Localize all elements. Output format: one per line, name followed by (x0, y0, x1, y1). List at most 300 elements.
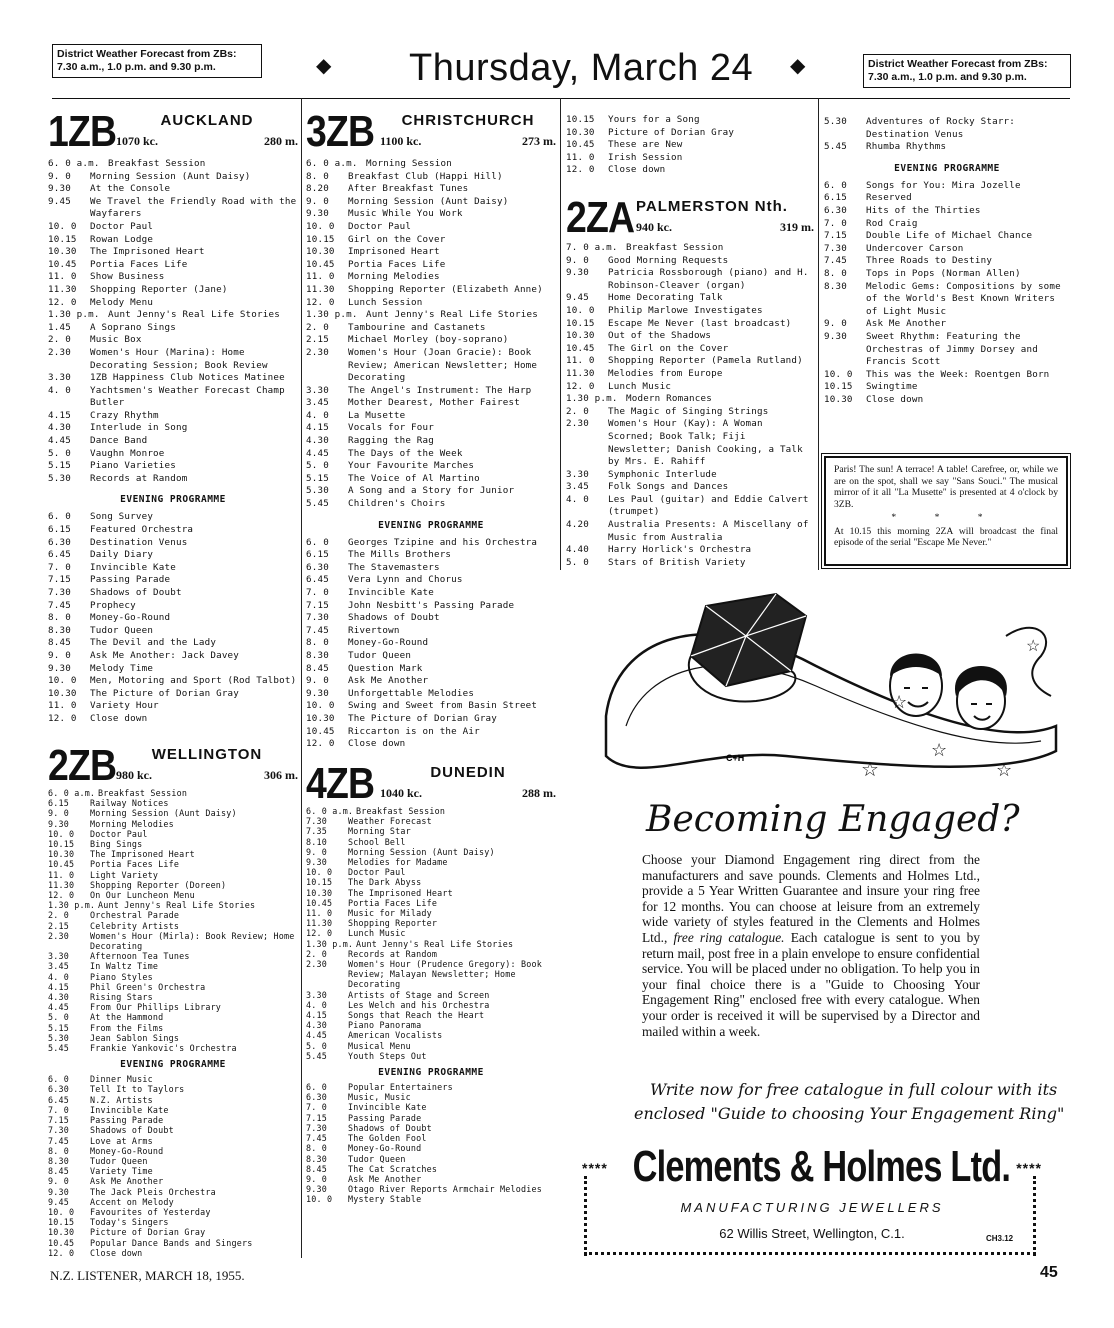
programme-row (48, 931, 298, 951)
programme-time: 12. 0 (306, 928, 333, 939)
programme-title: Hits of the Thirties (866, 204, 981, 216)
programme-title: Morning Star (348, 826, 411, 837)
page-date: Thursday, March 24 (409, 47, 754, 89)
programme-time: 10. 0 (48, 1206, 75, 1217)
programme-row (566, 127, 814, 140)
programme-title: American Vocalists (348, 1030, 443, 1041)
programme-row (48, 663, 298, 676)
programme-row (306, 435, 556, 448)
station-2zb (48, 741, 298, 1258)
programme-title: Portia Faces Life (348, 258, 446, 270)
programme-time: 9. 0 (306, 846, 327, 857)
programme-title: Rhumba Rhythms (866, 141, 947, 153)
programme-time: 2.30 (306, 959, 327, 970)
programme-time: 7. 0 (306, 1102, 327, 1113)
programme-row (306, 397, 556, 410)
programme-row (48, 422, 298, 435)
programme-title: Breakfast Session (98, 788, 188, 798)
programme-title: Interlude in Song (90, 422, 188, 434)
programme-time: 1.30 p.m. (306, 309, 358, 321)
programme-row (48, 637, 298, 650)
programme-row (566, 469, 814, 482)
programme-row (306, 600, 556, 613)
programme-time: 11. 0 (566, 151, 595, 163)
programme-row (306, 587, 556, 600)
station-wavelength: 273 m. (522, 134, 556, 148)
programme-title: Money-Go-Round (348, 1143, 422, 1154)
programme-time: 7.30 (48, 587, 71, 598)
programme-time: 10.15 (306, 877, 333, 888)
station-wavelength: 319 m. (780, 220, 814, 234)
diamond-icon: ◆ (316, 55, 332, 77)
evening-heading: EVENING PROGRAMME (120, 494, 226, 506)
programme-row (566, 255, 814, 268)
programme-title: Shopping Reporter (Elizabeth Anne) (348, 283, 543, 295)
programme-title: Undercover Carson (866, 242, 964, 254)
programme-row (48, 297, 298, 310)
programme-title: Invincible Kate (348, 1102, 427, 1113)
programme-title: Passing Parade (348, 1112, 422, 1123)
programme-row (566, 152, 814, 165)
stars-right: **** (1016, 1160, 1042, 1176)
programme-row (306, 562, 556, 575)
programme-time: 10.45 (48, 859, 75, 870)
programme-row (824, 394, 1070, 407)
programme-time: 2. 0 (306, 321, 329, 333)
programme-row (306, 928, 556, 938)
programme-row (566, 114, 814, 127)
programme-time: 7.45 (48, 599, 71, 611)
programme-row (566, 343, 814, 356)
programme-row (48, 1136, 298, 1146)
programme-time: 4.15 (48, 409, 71, 421)
programme-time: 7.30 (306, 1122, 327, 1133)
station-call-sign: 3ZB (306, 107, 375, 156)
programme-row (306, 1092, 556, 1102)
programme-title: Symphonic Interlude (608, 468, 717, 480)
programme-title: Music for Milady (348, 908, 432, 919)
programme-row (306, 448, 556, 461)
programme-title: Variety Hour (90, 700, 159, 712)
programme-title: Irish Session (608, 151, 683, 163)
programme-time: 10.30 (566, 126, 595, 138)
programme-time: 12. 0 (48, 712, 77, 724)
programme-title: Youth Steps Out (348, 1050, 427, 1061)
programme-title: Women's Hour (Prudence Gregory): Book Review; Malayan Newsletter; Home Decorating (348, 959, 542, 990)
programme-time: 5.30 (48, 1032, 69, 1043)
programme-row (48, 880, 298, 890)
programme-row (48, 1176, 298, 1186)
programme-time: 9.30 (48, 1186, 69, 1197)
programme-title: Women's Hour (Mirla): Book Review; Home Decorating (90, 930, 295, 952)
programme-time: 10. 0 (306, 220, 335, 232)
column-divider (818, 98, 819, 570)
star-icon: ☆ (931, 740, 948, 760)
programme-title: The Cat Scratches (348, 1163, 438, 1174)
programme-title: Les Welch and his Orchestra (348, 999, 490, 1010)
programme-title: Tudor Queen (348, 649, 412, 661)
programme-row (566, 544, 814, 557)
programme-title: Shadows of Doubt (90, 587, 182, 598)
programme-row (306, 675, 556, 688)
programme-row (306, 473, 556, 486)
programme-time: 10.45 (48, 258, 77, 270)
programme-title: Tambourine and Castanets (348, 321, 486, 333)
programme-title: The Imprisoned Heart (90, 246, 205, 258)
station-wavelength: 280 m. (264, 134, 298, 148)
programme-title: The Mills Brothers (348, 549, 452, 561)
programme-row (306, 1123, 556, 1133)
programme-time: 9. 0 (306, 675, 329, 687)
programme-title: Breakfast Session (626, 242, 724, 253)
programme-title: At the Console (90, 183, 171, 195)
programme-time: 10. 0 (566, 304, 595, 316)
brand-code: CH3.12 (986, 1234, 1014, 1243)
programme-title: These are New (608, 139, 683, 151)
programme-row (306, 650, 556, 663)
programme-time: 2.30 (306, 346, 329, 358)
programme-title: Melodic Gems: Compositions by some of the World's Best Known Writers of Light Music (866, 280, 1061, 317)
programme-title: Tudor Queen (90, 624, 154, 636)
programme-time: 7.45 (824, 255, 847, 267)
programme-row (306, 1143, 556, 1153)
programme-row (306, 826, 556, 836)
programme-row (48, 537, 298, 550)
programme-row (48, 1023, 298, 1033)
programme-time: 3.30 (306, 989, 327, 1000)
programme-row (48, 309, 298, 322)
programme-time: 10. 0 (306, 867, 333, 878)
programme-row (566, 557, 814, 570)
programme-time: 8. 0 (48, 612, 71, 624)
station-3zb (306, 107, 556, 751)
programme-time: 5.30 (824, 116, 847, 127)
programme-title: Phil Green's Orchestra (90, 981, 206, 992)
programme-row (824, 369, 1070, 382)
programme-time: 7.15 (306, 599, 329, 611)
programme-title: Les Paul (guitar) and Eddie Calvert (trumpet) (608, 493, 809, 518)
programme-row (48, 688, 298, 701)
programme-title: Weather Forecast (348, 816, 432, 827)
programme-row (566, 305, 814, 318)
programme-title: Rowan Lodge (90, 233, 154, 245)
programme-time: 12. 0 (566, 380, 595, 392)
programme-title: Sweet Rhythm: Featuring the Orchestras of Jimmy Dorsey and Francis Scott (866, 330, 1038, 368)
programme-title: Aunt Jenny's Real Life Stories (98, 900, 256, 911)
programme-title: Melody Time (90, 662, 154, 674)
programme-title: The Golden Fool (348, 1133, 427, 1144)
programme-time: 4.20 (566, 519, 589, 531)
programme-row (48, 859, 298, 869)
programme-time: 2. 0 (566, 405, 589, 417)
programme-time: 7.15 (48, 1115, 69, 1126)
programme-title: Picture of Dorian Gray (608, 126, 735, 138)
programme-row (306, 183, 556, 196)
programme-row (306, 612, 556, 625)
station-frequency: 1040 kc. (380, 786, 422, 800)
programme-title: Invincible Kate (90, 1104, 169, 1115)
programme-title: Breakfast Session (356, 806, 446, 816)
brand-name: Clements & Holmes Ltd. (632, 1142, 1011, 1191)
programme-time: 8.45 (306, 1163, 327, 1174)
programme-row (306, 1184, 556, 1194)
programme-time: 3.45 (48, 961, 69, 972)
programme-title: Destination Venus (90, 536, 188, 548)
programme-time: 3.45 (566, 481, 589, 493)
station-header (566, 193, 814, 242)
notice-box (824, 456, 1068, 566)
weather-line: 7.30 a.m., 1.0 p.m. and 9.30 p.m. (868, 71, 1027, 83)
programme-title: Artists of Stage and Screen (348, 989, 490, 1000)
programme-time: 7.30 (824, 242, 847, 254)
programme-time: 6. 0 a.m. (48, 158, 100, 169)
programme-title: Shadows of Doubt (348, 612, 440, 624)
programme-time: 2.30 (566, 418, 589, 430)
programme-title: Money-Go-Round (90, 1145, 164, 1156)
page-number: 45 (1040, 1264, 1058, 1281)
programme-time: 9. 0 (824, 318, 847, 330)
programme-time: 9.45 (48, 1196, 69, 1207)
programme-title: Harry Horlick's Orchestra (608, 544, 752, 556)
programme-time: 12. 0 (48, 890, 75, 901)
programme-time: 10.30 (306, 712, 335, 724)
programme-row (566, 139, 814, 152)
programme-title: Love at Arms (90, 1135, 153, 1146)
programme-time: 9. 0 (306, 1173, 327, 1184)
programme-title: Rivertown (348, 624, 400, 636)
programme-row (48, 1187, 298, 1197)
programme-list (306, 537, 556, 751)
programme-row (306, 949, 556, 959)
programme-title: Doctor Paul (348, 220, 412, 232)
ad-body: Choose your Diamond Engagement ring direct from the manufacturers and save pounds. Clements and Holmes Ltd., provide a 5 Year Written Guarantee and insure your ring free for 12 months. You can choose at leisure from an extremely wide variety of styles featured in the Clements and Holmes Ltd., free ring catalogue. Each catalogue is sent to you by return mail, post free in a plain envelope to ensure confidential service. You will be placed under no obligation. To help you in your final choice there is a "Guide to Choosing Your Engagement Ring" enclosed free with every catalogue. When your order is received it will be supervised by a Director and mailed within a week. (642, 852, 980, 1039)
programme-time: 10.30 (824, 393, 853, 405)
programme-time: 2.15 (306, 334, 329, 346)
programme-time: 7. 0 a.m. (566, 242, 618, 253)
programme-time: 5.15 (48, 460, 71, 472)
programme-time: 7.15 (48, 574, 71, 586)
programme-row (48, 1012, 298, 1022)
programme-title: The Imprisoned Heart (90, 849, 195, 860)
programme-time: 8.30 (824, 280, 847, 292)
programme-row (306, 322, 556, 335)
programme-time: 9. 0 (566, 254, 589, 266)
programme-time: 11.30 (306, 918, 333, 929)
programme-title: Money-Go-Round (90, 612, 171, 624)
programme-title: A Soprano Sings (90, 321, 176, 333)
programme-title: Daily Diary (90, 549, 154, 561)
programme-time: 5. 0 (306, 1040, 327, 1051)
station-frequency: 940 kc. (636, 220, 672, 234)
programme-title: Rod Craig (866, 217, 918, 229)
programme-time: 7.15 (306, 1112, 327, 1123)
programme-row (306, 334, 556, 347)
programme-title: On Our Luncheon Menu (90, 890, 195, 901)
programme-title: Invincible Kate (348, 587, 434, 598)
programme-time: 6.15 (824, 192, 847, 204)
programme-row (306, 688, 556, 701)
programme-row (48, 1217, 298, 1227)
programme-time: 10.15 (824, 381, 853, 393)
station-frequency: 1100 kc. (380, 134, 422, 148)
programme-title: Vaughn Monroe (90, 447, 165, 459)
programme-title: Yachtsmen's Weather Forecast Champ Butler (90, 384, 285, 409)
programme-row (48, 798, 298, 808)
programme-title: Variety Time (90, 1166, 153, 1177)
programme-row (48, 574, 298, 587)
programme-time: 7.30 (306, 612, 329, 624)
programme-time: 10.15 (566, 114, 595, 125)
notice-stars: * * * (891, 512, 1001, 523)
programme-title: Music, Music (348, 1092, 411, 1103)
programme-row (48, 158, 298, 171)
programme-row (306, 460, 556, 473)
programme-time: 8.45 (48, 637, 71, 649)
programme-title: Escape Me Never (last broadcast) (608, 317, 792, 329)
station-city: PALMERSTON Nth. (636, 198, 788, 215)
programme-row (306, 549, 556, 562)
programme-row (48, 1238, 298, 1248)
station-1zb (48, 107, 298, 726)
programme-row (306, 485, 556, 498)
top-rule (52, 98, 1070, 99)
programme-time: 6. 0 a.m. (306, 158, 358, 169)
programme-row (48, 870, 298, 880)
programme-row (48, 612, 298, 625)
programme-time: 8.10 (306, 836, 327, 847)
station-4zb (306, 759, 556, 1205)
programme-time: 7.45 (306, 1133, 327, 1144)
programme-title: Women's Hour (Marina): Home Decorating Session; Book Review (90, 346, 268, 371)
programme-time: 7.45 (48, 1135, 69, 1146)
programme-time: 6. 0 (306, 1082, 327, 1093)
evening-heading: EVENING PROGRAMME (378, 1067, 484, 1079)
programme-time: 6.30 (48, 1084, 69, 1095)
programme-time: 9.30 (48, 818, 69, 829)
programme-title: Piano Styles (90, 971, 153, 982)
programme-time: 5.45 (306, 1050, 327, 1061)
programme-time: 10.30 (48, 1227, 75, 1238)
programme-list (48, 511, 298, 725)
programme-title: School Bell (348, 836, 406, 847)
programme-title: Double Life of Michael Chance (866, 230, 1033, 242)
programme-row (306, 959, 556, 990)
programme-title: Ask Me Another (348, 1173, 422, 1184)
programme-time: 10.15 (48, 839, 75, 850)
programme-title: Aunt Jenny's Real Life Stories (366, 309, 538, 321)
programme-row (306, 259, 556, 272)
programme-title: Riccarton is on the Air (348, 725, 480, 737)
programme-row (306, 158, 556, 171)
programme-row (48, 700, 298, 713)
programme-row (306, 498, 556, 511)
programme-time: 10.45 (48, 1237, 75, 1248)
programme-title: Three Roads to Destiny (866, 255, 993, 267)
programme-row (48, 448, 298, 461)
programme-time: 12. 0 (306, 738, 335, 750)
programme-list (48, 1074, 298, 1258)
programme-row (48, 1248, 298, 1258)
programme-row (306, 171, 556, 184)
programme-row (48, 1074, 298, 1084)
programme-row (48, 460, 298, 473)
programme-row (48, 839, 298, 849)
programme-time: 6.30 (824, 204, 847, 216)
programme-time: 8. 0 (48, 1145, 69, 1156)
programme-title: Railway Notices (90, 798, 169, 809)
programme-time: 9.45 (48, 195, 71, 207)
programme-time: 6. 0 a.m. (48, 788, 96, 798)
programme-row (48, 1033, 298, 1043)
weather-line: District Weather Forecast from ZBs: (868, 58, 1048, 70)
programme-row (48, 675, 298, 688)
programme-time: 2. 0 (306, 948, 327, 959)
programme-title: 1ZB Happiness Club Notices Matinee (90, 372, 285, 384)
station-2za (566, 193, 814, 569)
programme-title: Lunch Music (608, 380, 672, 392)
programme-row (566, 418, 814, 468)
programme-title: Yours for a Song (608, 114, 700, 125)
programme-row (306, 738, 556, 751)
ring-mark: C+H (726, 753, 745, 763)
programme-title: Swingtime (866, 381, 918, 393)
programme-row (48, 972, 298, 982)
programme-time: 2. 0 (48, 910, 69, 921)
programme-title: Crazy Rhythm (90, 409, 159, 421)
programme-time: 11. 0 (306, 908, 333, 919)
programme-row (48, 183, 298, 196)
programme-title: The Stavemasters (348, 561, 440, 573)
programme-time: 10.15 (566, 317, 595, 329)
programme-list (566, 242, 814, 569)
programme-time: 8.45 (48, 1166, 69, 1177)
programme-time: 7.45 (306, 624, 329, 636)
programme-time: 2. 0 (48, 334, 71, 346)
programme-time: 8.30 (48, 1155, 69, 1166)
programme-title: Mystery Stable (348, 1194, 422, 1205)
programme-title: Adventures of Rocky Starr: Destination Venus (866, 116, 1016, 140)
programme-time: 4. 0 (48, 384, 71, 396)
programme-row (48, 890, 298, 900)
programme-row (48, 511, 298, 524)
programme-row (48, 600, 298, 613)
programme-title: At the Hammond (90, 1012, 164, 1023)
programme-time: 8.20 (306, 183, 329, 195)
programme-title: Tudor Queen (90, 1155, 148, 1166)
programme-time: 1.30 p.m. (306, 938, 354, 949)
programme-row (48, 650, 298, 663)
programme-row (48, 284, 298, 297)
diamond-icon: ◆ (790, 55, 806, 77)
programme-title: Tops in Pops (Norman Allen) (866, 267, 1021, 279)
programme-row (48, 435, 298, 448)
programme-title: Mother Dearest, Mother Fairest (348, 397, 520, 409)
programme-title: Featured Orchestra (90, 524, 194, 536)
programme-time: 10.30 (48, 849, 75, 860)
programme-row (306, 1020, 556, 1030)
programme-time: 8. 0 (306, 170, 329, 182)
station-2za-continued (824, 116, 1070, 406)
programme-title: Breakfast Club (Happi Hill) (348, 170, 503, 182)
programme-time: 1.30 p.m. (48, 309, 100, 321)
programme-title: Morning Session (Aunt Daisy) (348, 846, 495, 857)
programme-time: 10.45 (306, 725, 335, 737)
programme-row (306, 1174, 556, 1184)
programme-title: Close down (608, 164, 666, 176)
programme-time: 4.45 (48, 1002, 69, 1013)
programme-title: Girl on the Cover (348, 233, 446, 245)
programme-time: 2.30 (48, 930, 69, 941)
